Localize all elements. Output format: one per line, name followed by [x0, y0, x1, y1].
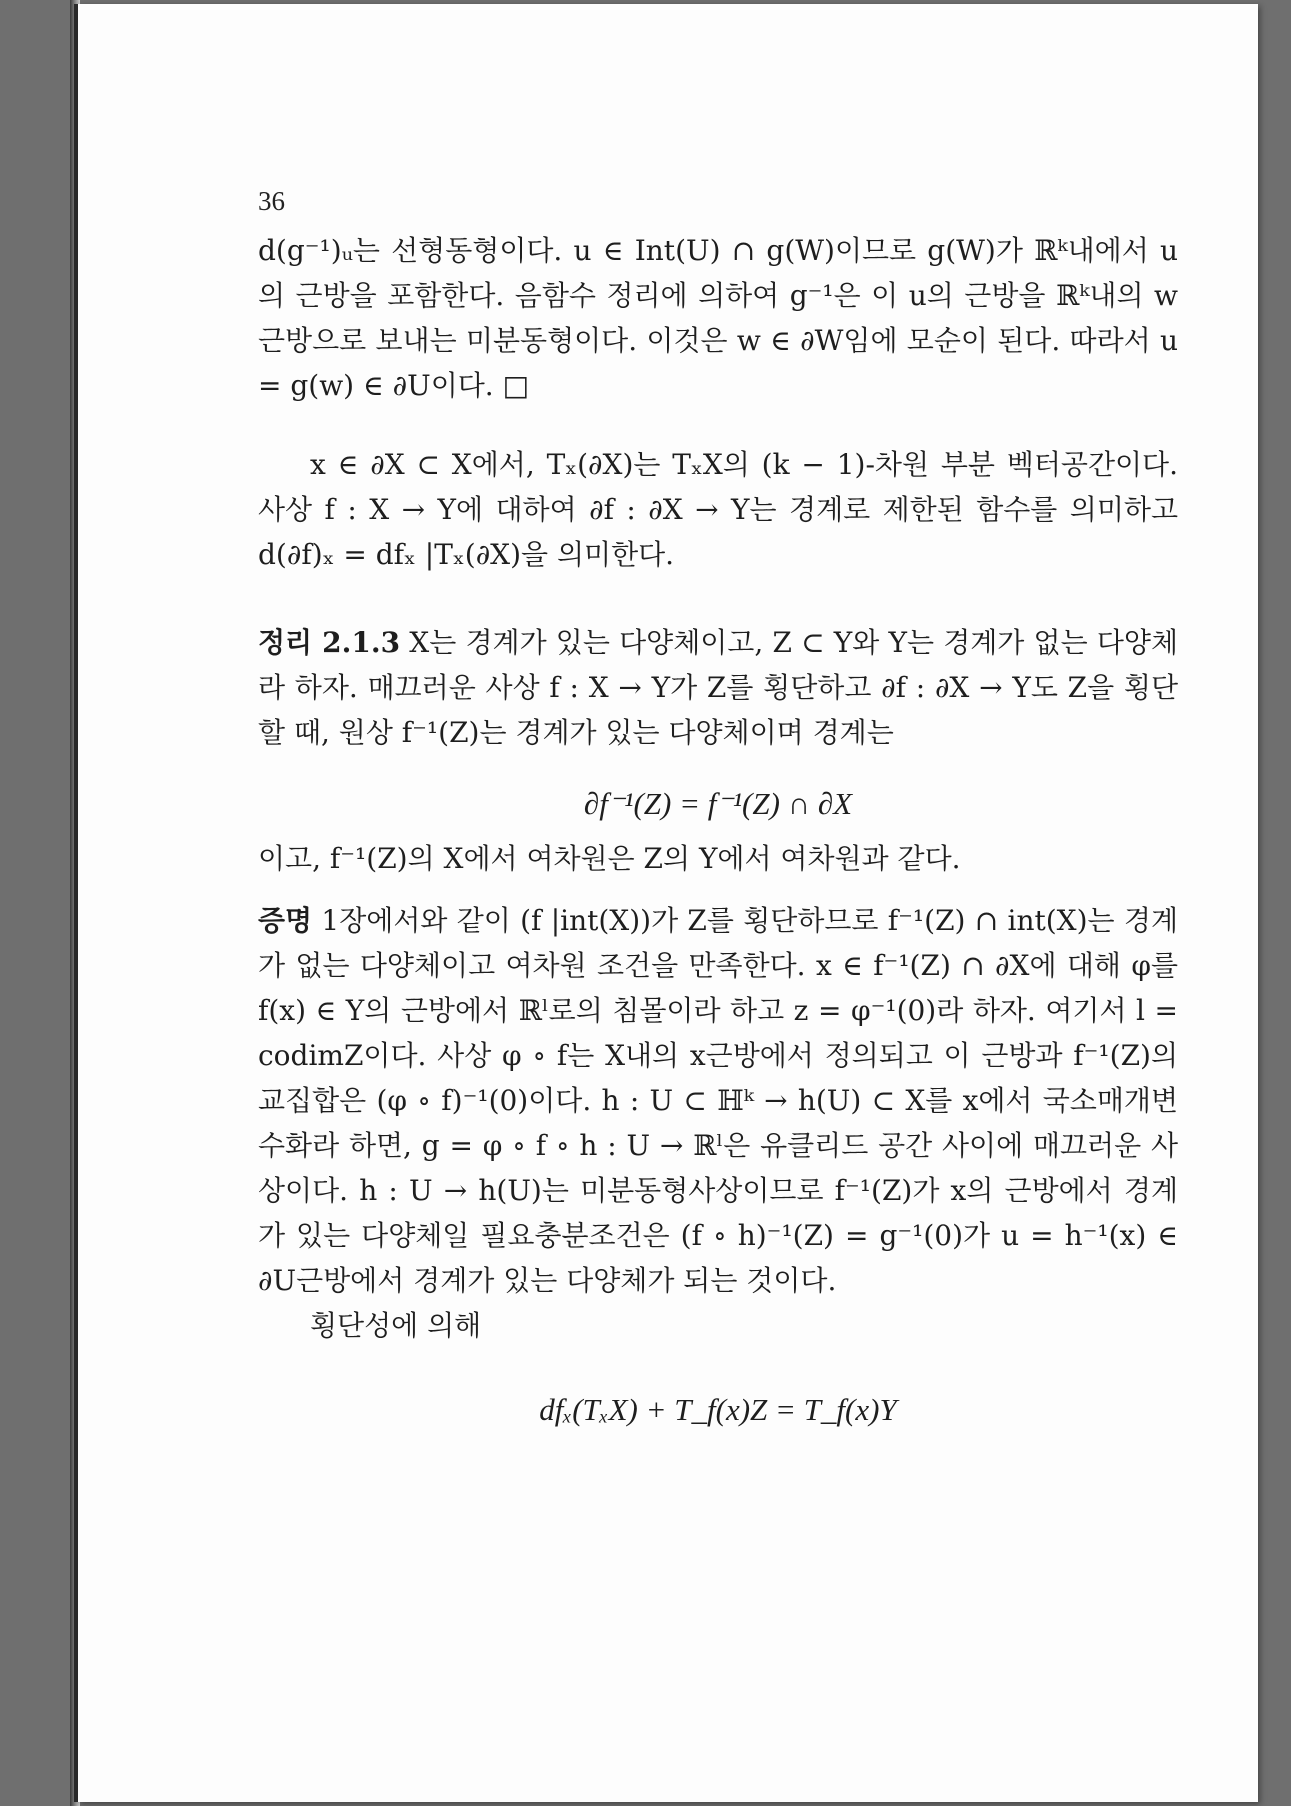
proof-block — [258, 898, 1178, 1348]
theorem-paragraph — [258, 620, 1178, 755]
paragraph-1-text: d(g⁻¹)ᵤ는 선형동형이다. u ∈ Int(U) ∩ g(W)이므로 g(W)가 ℝᵏ내에서 u의 근방을 포함한다. 음함수 정리에 의하여 g⁻¹은 이 u의 근방을 ℝᵏ내의 w근방으로 보내는 미분동형이다. 이것은 w ∈ ∂W임에 모순이 된다. 따라서 u = g(w) ∈ ∂U이다. □ — [258, 234, 1178, 402]
theorem-tail — [258, 836, 1178, 881]
theorem-block — [258, 620, 1178, 755]
theorem-label: 정리 2.1.3 — [258, 626, 401, 659]
page-number: 36 — [258, 186, 285, 216]
paragraph-2 — [258, 442, 1178, 577]
paragraph-1 — [258, 228, 1178, 408]
paragraph-2-text: x ∈ ∂X ⊂ X에서, Tₓ(∂X)는 TₓX의 (k − 1)-차원 부분 벡터공간이다. 사상 f : X → Y에 대하여 ∂f : ∂X → Y는 경계로 제한된 함수를 의미하고 d(∂f)ₓ = dfₓ |Tₓ(∂X)을 의미한다. — [258, 448, 1178, 571]
equation-boundary: ∂f⁻¹(Z) = f⁻¹(Z) ∩ ∂X — [583, 786, 853, 821]
theorem-text: X는 경계가 있는 다양체이고, Z ⊂ Y와 Y는 경계가 없는 다양체라 하자. 매끄러운 사상 f : X → Y가 Z를 횡단하고 ∂f : ∂X → Y도 Z을 횡단할 때, 원상 f⁻¹(Z)는 경계가 있는 다양체이며 경계는 — [258, 626, 1178, 749]
equation-transversality: dfₓ(TₓX) + T_f(x)Z = T_f(x)Y — [539, 1392, 897, 1427]
proof-continuation: 횡단성에 의해 — [310, 1309, 482, 1342]
proof-label: 증명 — [258, 904, 313, 937]
proof-paragraph — [258, 898, 1178, 1303]
proof-text: 1장에서와 같이 (f |int(X))가 Z를 횡단하므로 f⁻¹(Z) ∩ int(X)는 경계가 없는 다양체이고 여차원 조건을 만족한다. x ∈ f⁻¹(Z) ∩ ∂X에 대해 φ를 f(x) ∈ Y의 근방에서 ℝˡ로의 침몰이라 하고 z = φ⁻¹(0)라 하자. 여기서 l = codimZ이다. 사상 φ ∘ f는 X내의 x근방에서 정의되고 이 근방과 f⁻¹(Z)의 교집합은 (φ ∘ f)⁻¹(0)이다. h : U ⊂ ℍᵏ → h(U) ⊂ X를 x에서 국소매개변수화라 하면, g = φ ∘ f ∘ h : U → ℝˡ은 유클리드 공간 사이에 매끄러운 사상이다. h : U → h(U)는 미분동형사상이므로 f⁻¹(Z)가 x의 근방에서 경계가 있는 다양체일 필요충분조건은 (f ∘ h)⁻¹(Z) = g⁻¹(0)가 u = h⁻¹(x) ∈ ∂U근방에서 경계가 있는 다양체가 되는 것이다. — [258, 904, 1178, 1297]
theorem-tail-text: 이고, f⁻¹(Z)의 X에서 여차원은 Z의 Y에서 여차원과 같다. — [258, 842, 961, 875]
